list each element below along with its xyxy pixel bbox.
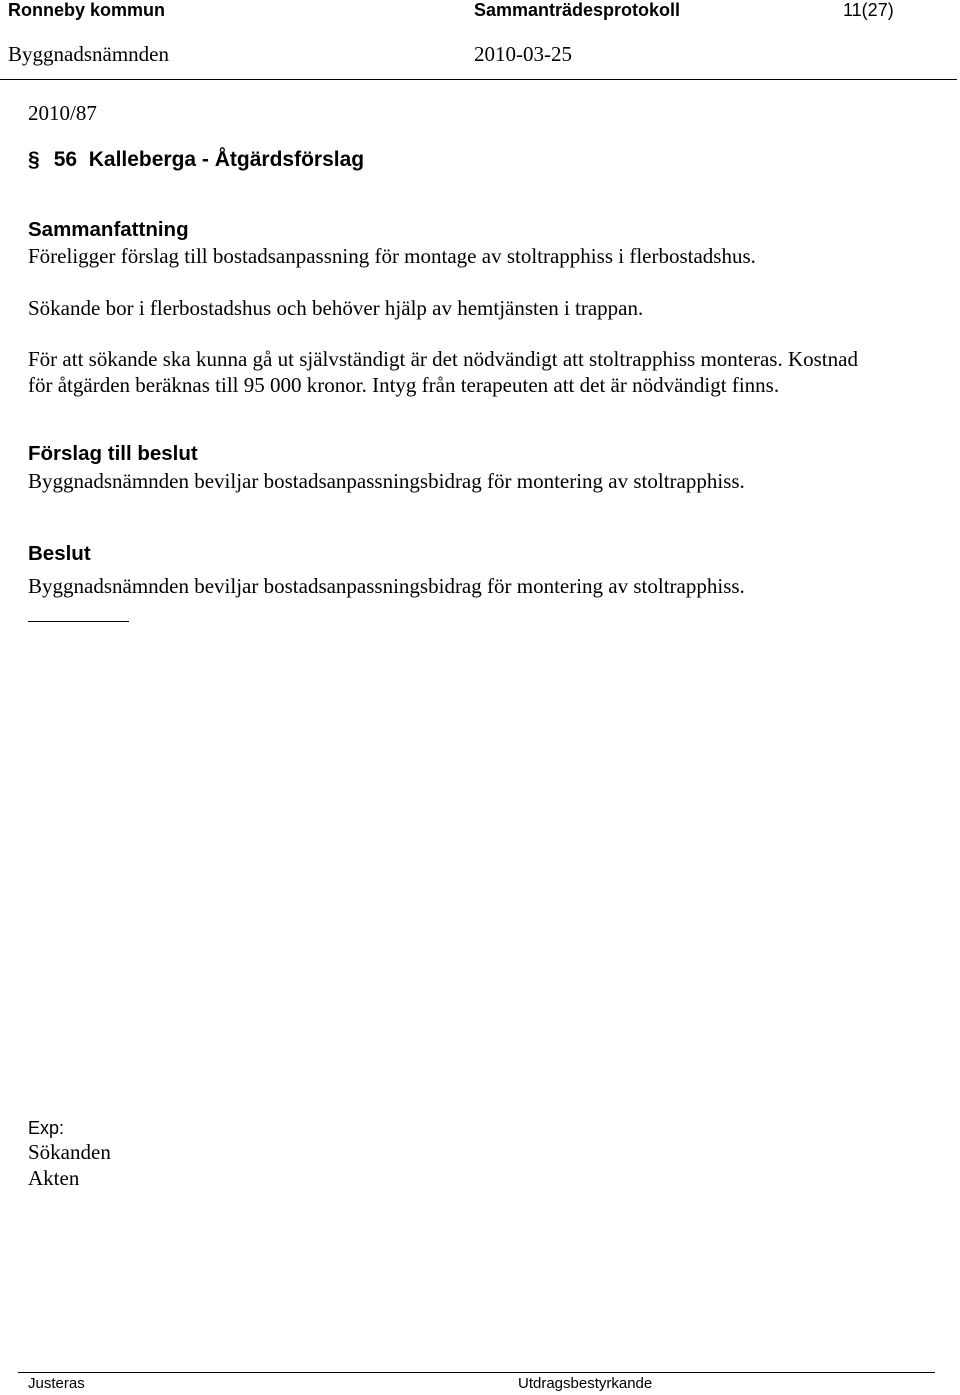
organization-name: Ronneby kommun [8,0,166,20]
decision-end-rule [28,621,129,622]
case-title: Kalleberga - Åtgärdsförslag [88,148,365,171]
footer-divider [18,1372,935,1373]
meeting-date: 2010-03-25 [474,42,572,66]
summary-paragraph: Föreligger förslag till bostadsanpassning för montage av stoltrapphiss i flerbostadshus. [28,244,756,268]
header-divider [0,79,957,80]
paragraph-symbol: § [28,148,40,171]
decision-heading: Beslut [28,542,91,565]
footer-justeras: Justeras [28,1375,85,1392]
paragraph-number: 56 [53,148,78,171]
document-type: Sammanträdesprotokoll [474,0,681,20]
summary-heading: Sammanfattning [28,218,189,241]
proposal-text: Byggnadsnämnden beviljar bostadsanpassningsbidrag för montering av stoltrapphiss. [28,469,745,493]
page-number: 11(27) [843,0,894,20]
distribution-recipient: Akten [28,1166,80,1190]
committee-name: Byggnadsnämnden [8,42,169,66]
footer-utdragsbestyrkande: Utdragsbestyrkande [518,1375,653,1392]
summary-paragraph: för åtgärden beräknas till 95 000 kronor. Intyg från terapeuten att det är nödvändigt finns. [28,373,780,397]
case-number: 2010/87 [28,101,97,125]
decision-text: Byggnadsnämnden beviljar bostadsanpassningsbidrag för montering av stoltrapphiss. [28,574,745,598]
distribution-label: Exp: [28,1118,65,1138]
summary-paragraph: För att sökande ska kunna gå ut självständigt är det nödvändigt att stoltrapphiss monteras. Kostnad [28,347,858,371]
distribution-recipient: Sökanden [28,1140,111,1164]
proposal-heading: Förslag till beslut [28,442,198,465]
summary-paragraph: Sökande bor i flerbostadshus och behöver hjälp av hemtjänsten i trappan. [28,296,644,320]
paragraph-title [28,148,364,172]
